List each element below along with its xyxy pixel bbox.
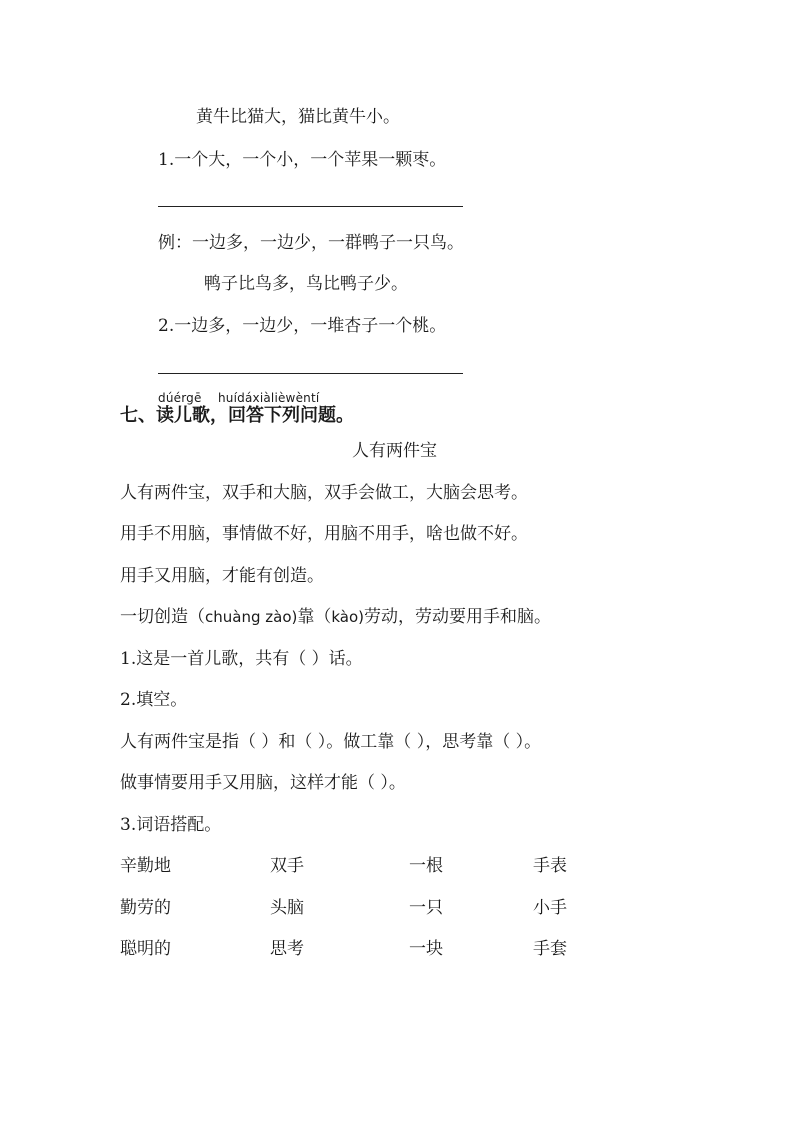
match-word[interactable]: 手表 [533,856,567,876]
question-7-3: 3.词语搭配。 [120,815,222,835]
answer-line-2[interactable] [158,373,463,374]
question-7-2: 2.填空。 [120,690,188,710]
question-7-1: 1.这是一首儿歌，共有（ ）话。 [120,649,363,669]
example-2: 例：一边多，一边少，一群鸭子一只鸟。 [158,233,464,253]
match-word[interactable]: 小手 [533,898,567,918]
fill-blank-line-2: 做事情要用手又用脑，这样才能（ ）。 [120,773,406,793]
question-2: 2.一边多，一边少，一堆杏子一个桃。 [158,316,447,336]
match-word[interactable]: 手套 [533,939,567,959]
match-word[interactable]: 一块 [409,939,443,959]
pinyin-kao: kào) [331,608,364,626]
poem-line-2: 用手不用脑，事情做不好，用脑不用手，啥也做不好。 [120,524,528,544]
poem-line-4 [120,606,551,628]
section-heading: 七、读儿歌，回答下列问题。 [120,405,354,426]
match-word[interactable]: 勤劳的 [120,898,171,918]
fill-blank-line-1: 人有两件宝是指（ ）和（ ）。做工靠（ ），思考靠（ ）。 [120,732,542,752]
poem-line-4-part1: 一切创造（ [120,607,205,627]
poem-line-3: 用手又用脑，才能有创造。 [120,566,324,586]
poem-title: 人有两件宝 [352,441,437,461]
question-1: 1.一个大，一个小，一个苹果一颗枣。 [158,150,447,170]
match-word[interactable]: 一只 [409,898,443,918]
pinyin-answer-questions: huídáxiàlièwèntí [218,391,320,405]
match-word[interactable]: 双手 [270,856,304,876]
poem-line-4-part2: 靠（ [297,607,332,627]
match-word[interactable]: 一根 [409,856,443,876]
poem-line-4-part3: 劳动，劳动要用手和脑。 [364,607,551,627]
example2-answer: 鸭子比鸟多，鸟比鸭子少。 [204,274,408,294]
match-word[interactable]: 头脑 [270,898,304,918]
example1-answer: 黄牛比猫大，猫比黄牛小。 [196,107,400,127]
match-word[interactable]: 聪明的 [120,939,171,959]
match-word[interactable]: 辛勤地 [120,856,171,876]
answer-line-1[interactable] [158,206,463,207]
pinyin-chuangzao: chuàng zào) [205,608,298,626]
pinyin-read-song: dúérgē [158,391,202,405]
match-word[interactable]: 思考 [270,939,304,959]
poem-line-1: 人有两件宝，双手和大脑，双手会做工，大脑会思考。 [120,483,528,503]
